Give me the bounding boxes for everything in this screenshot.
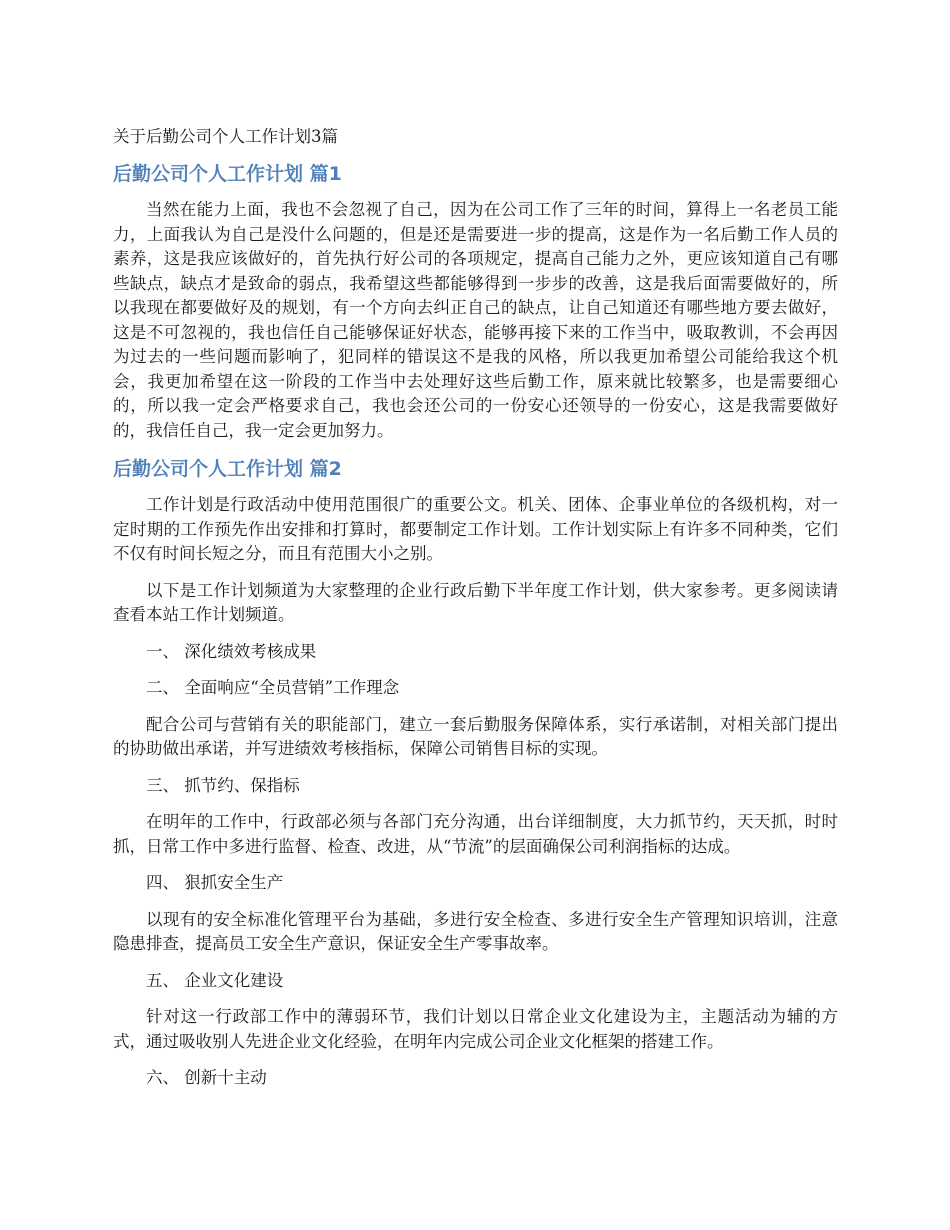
list-heading-2: 二、 全面响应“全员营销”工作理念	[146, 678, 400, 697]
list-heading-6: 六、 创新十主动	[146, 1068, 267, 1087]
paragraph: 以下是工作计划频道为大家整理的企业行政后勤下半年度工作计划，供大家参考。更多阅读请查看本站工作计划频道。	[113, 580, 838, 624]
document-title: 关于后勤公司个人工作计划3篇	[113, 127, 338, 146]
paragraph: 配合公司与营销有关的职能部门，建立一套后勤服务保障体系，实行承诺制，对相关部门提出的协助做出承诺，并写进绩效考核指标，保障公司销售目标的实现。	[113, 714, 838, 758]
section-2	[113, 455, 838, 1091]
list-heading-4: 四、 狠抓安全生产	[146, 873, 284, 892]
list-heading-1: 一、 深化绩效考核成果	[146, 641, 317, 661]
section-heading-1: 后勤公司个人工作计划 篇1	[113, 163, 342, 185]
section-heading-2: 后勤公司个人工作计划 篇2	[113, 458, 342, 480]
paragraph: 以现有的安全标准化管理平台为基础，多进行安全检查、多进行安全生产管理知识培训，注意隐患排查，提高员工安全生产意识，保证安全生产零事故率。	[113, 909, 838, 953]
paragraph: 当然在能力上面，我也不会忽视了自己，因为在公司工作了三年的时间，算得上一名老员工能力，上面我认为自己是没什么问题的，但是还是需要进一步的提高，这是作为一名后勤工作人员的素养，这是我应该做好的，首先执行好公司的各项规定，提高自己能力之外，更应该知道自己有哪些缺点，缺点才是致命的弱点，我希望这些都能够得到一步步的改善，这是我后面需要做好的，所以我现在都要做好及的规划，有一个方向去纠正自己的缺点，让自己知道还有哪些地方要去做好，这是不可忽视的，我也信任自己能够保证好状态，能够再接下来的工作当中，吸取教训，不会再因为过去的一些问题而影响了，犯同样的错误这不是我的风格，所以我更加希望公司能给我这个机会，我更加希望在这一阶段的工作当中去处理好这些后勤工作，原来就比较繁多，也是需要细心的，所以我一定会严格要求自己，我也会还公司的一份安心还领导的一份安心，这是我需要做好的，我信任自己，我一定会更加努力。	[113, 200, 838, 440]
paragraph: 在明年的工作中，行政部必须与各部门充分沟通，出台详细制度，大力抓节约，天天抓，时时抓，日常工作中多进行监督、检查、改进，从“节流”的层面确保公司利润指标的达成。	[113, 812, 838, 856]
list-heading-5: 五、 企业文化建设	[146, 970, 284, 990]
paragraph: 工作计划是行政活动中使用范围很广的重要公文。机关、团体、企事业单位的各级机构，对一定时期的工作预先作出安排和打算时，都要制定工作计划。工作计划实际上有许多不同种类，它们不仅有时间长短之分，而且有范围大小之别。	[113, 495, 838, 563]
list-heading-3: 三、 抓节约、保指标	[146, 775, 300, 795]
section-1	[113, 160, 838, 443]
paragraph: 针对这一行政部工作中的薄弱环节，我们计划以日常企业文化建设为主，主题活动为辅的方式，通过吸收别人先进企业文化经验，在明年内完成公司企业文化框架的搭建工作。	[113, 1007, 838, 1051]
